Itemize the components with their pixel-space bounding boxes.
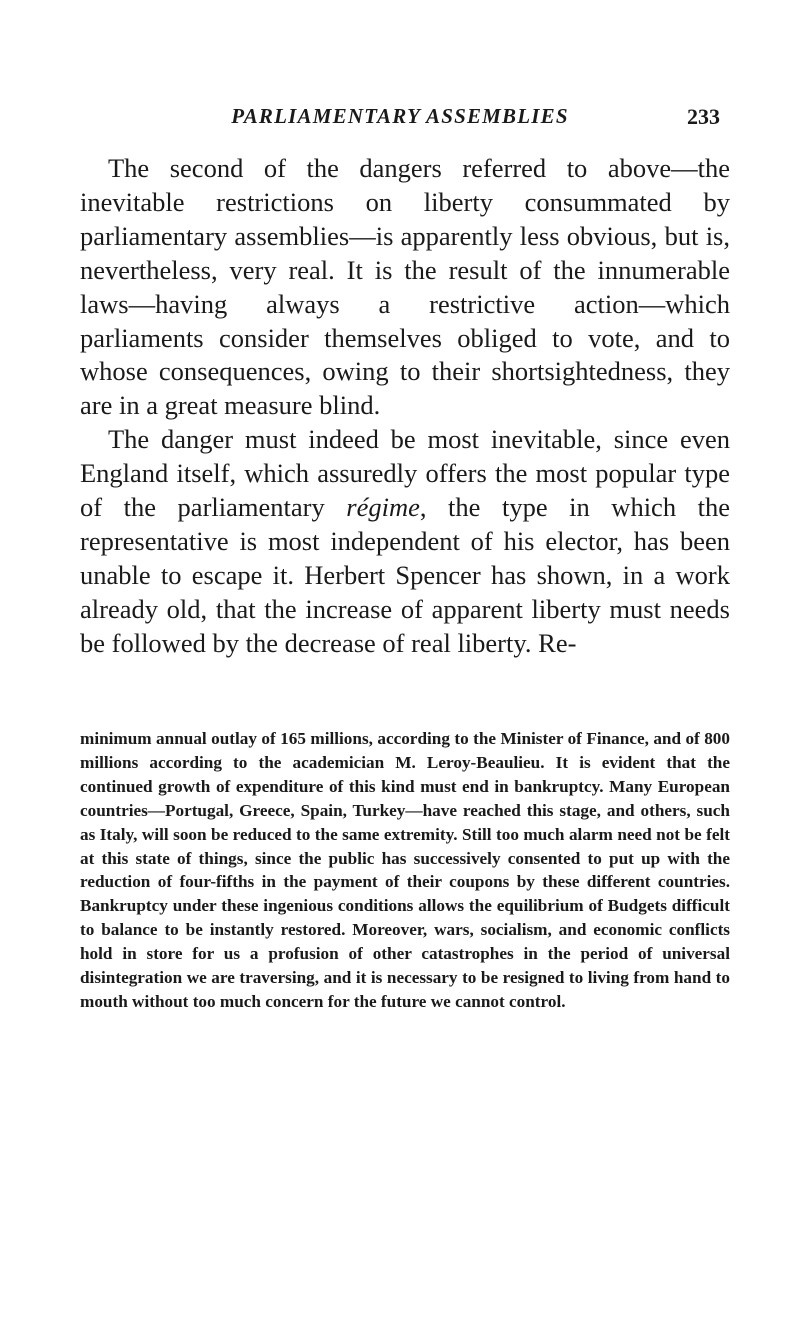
footnote-text: minimum annual outlay of 165 millions, according to the Minister of Finance, and of 800 millions according to the academician M. Leroy-Beaulieu. It is evident that the continued growth of expenditure of this kind must end in bankruptcy. Many European countries—Portugal, Greece, Spain, Turkey—have reached this stage, and others, such as Italy, will soon be reduced to the same extremity. Still too much alarm need not be felt at this state of things, since the public has successively consented to put up with the reduction of four-fifths in the payment of their coupons by these different countries. Bankruptcy under these ingenious conditions allows the equilibrium of Budgets difficult to balance to be instantly restored. Moreover, wars, socialism, and economic conflicts hold in store for us a profusion of other catastrophes in the period of universal disintegration we are traversing, and it is necessary to be resigned to living from hand to mouth without too much concern for the future we cannot control. bbox=[80, 729, 730, 1011]
paragraph-2-text-start: The danger must indeed be most inevitable, since even England itself, which assuredly offers the most popular type of the parliamentary bbox=[80, 424, 730, 523]
page-number: 233 bbox=[687, 104, 720, 129]
running-title: PARLIAMENTARY ASSEMBLIES bbox=[231, 104, 569, 128]
page-header bbox=[0, 98, 800, 138]
paragraph-2-text-end: , the type in which the representative is most independent of his elector, has been unable to escape it. Herbert Spencer has shown, in a work already old, that the increase of apparent liberty must needs be followed by the decrease of real liberty. Re- bbox=[80, 492, 730, 658]
footnote bbox=[80, 727, 730, 1014]
paragraph-2 bbox=[80, 423, 730, 660]
main-text bbox=[80, 152, 730, 661]
paragraph-1 bbox=[80, 152, 730, 423]
italic-regime: régime bbox=[346, 492, 420, 523]
paragraph-1-text: The second of the dangers referred to above—the inevitable restrictions on liberty consummated by parliamentary assemblies—is apparently less obvious, but is, nevertheless, very real. It is the result of the innumerable laws—having always a restrictive action—which parliaments consider themselves obliged to vote, and to whose consequences, owing to their shortsightedness, they are in a great measure blind. bbox=[80, 153, 730, 421]
